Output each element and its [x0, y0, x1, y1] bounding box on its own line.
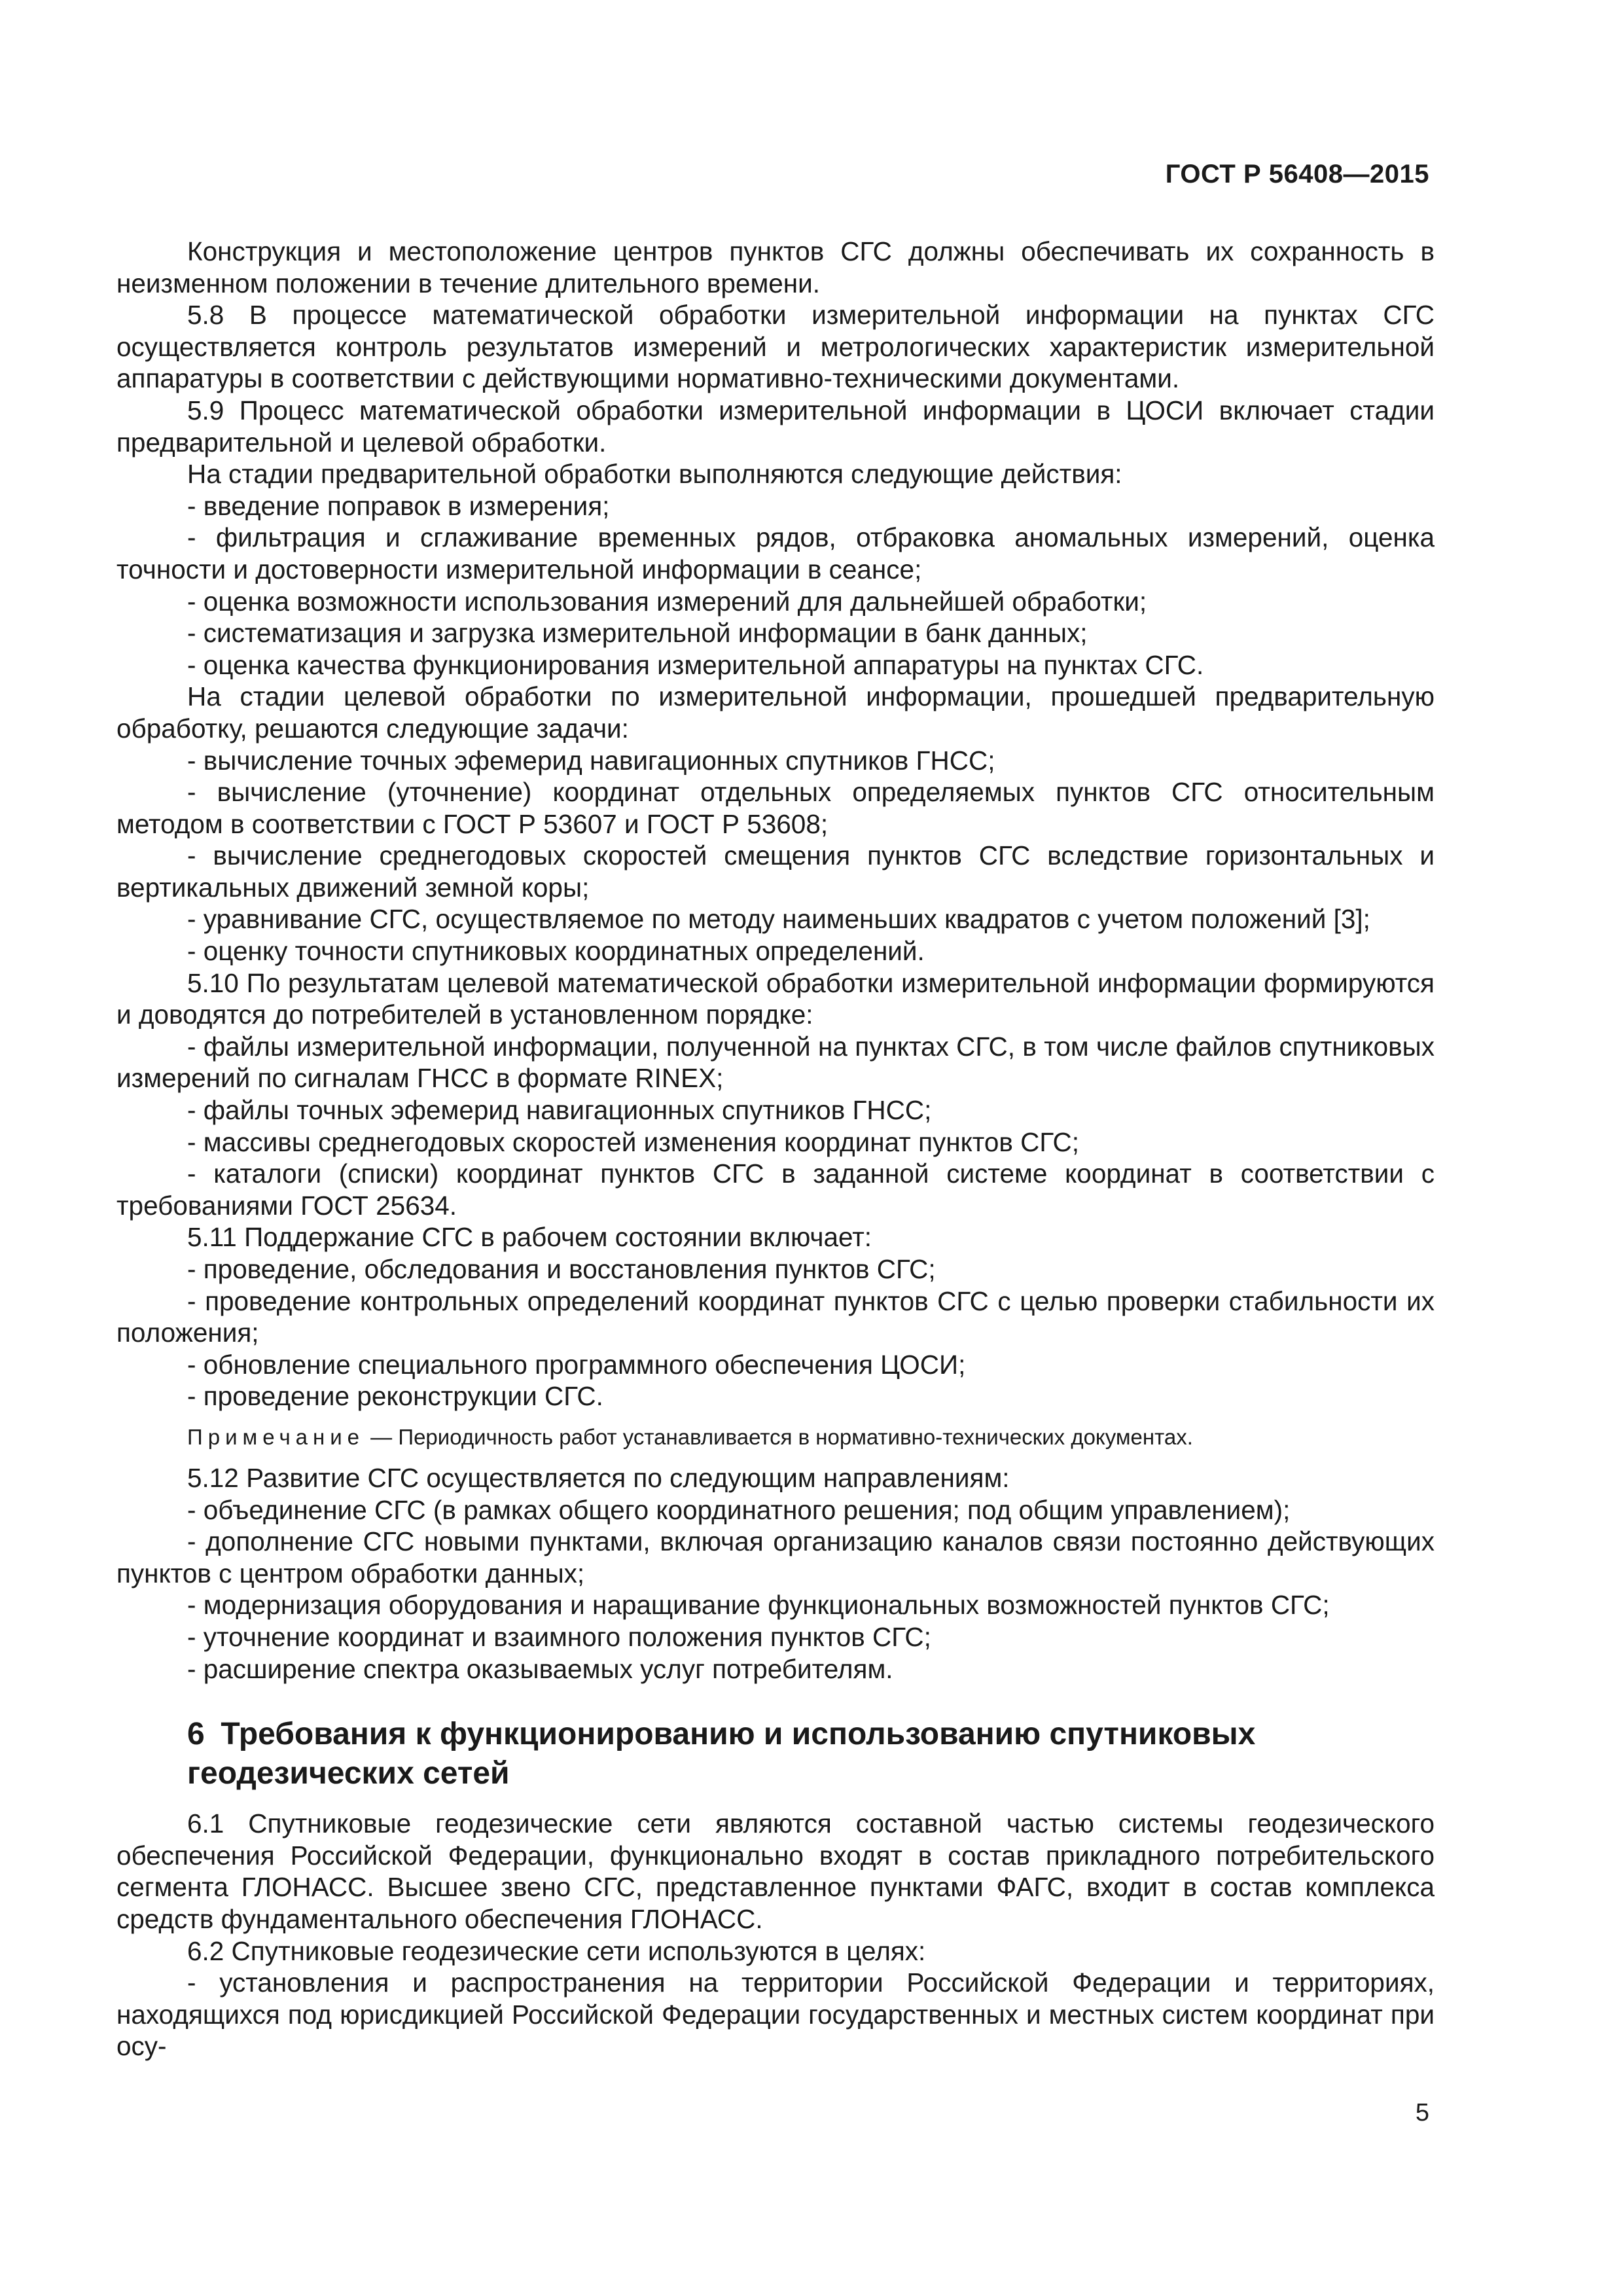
- paragraph: - файлы измерительной информации, полученной на пунктах СГС, в том числе файлов спутниковых измерений по сигналам ГНСС в формате RINEX;: [116, 1031, 1435, 1094]
- paragraph: 5.12 Развитие СГС осуществляется по следующим направлениям:: [187, 1462, 1010, 1493]
- paragraph: Конструкция и местоположение центров пунктов СГС должны обеспечивать их сохранность в неизменном положении в течение длительного времени.: [116, 236, 1435, 298]
- paragraph: - оценку точности спутниковых координатных определений.: [187, 936, 925, 967]
- paragraph: - обновление специального программного обеспечения ЦОСИ;: [187, 1349, 966, 1380]
- section5-continued: [116, 236, 1435, 1412]
- note-label: Примечание: [187, 1424, 365, 1449]
- paragraph: - оценка качества функционирования измерительной аппаратуры на пунктах СГС.: [187, 649, 1204, 680]
- paragraph: - файлы точных эфемерид навигационных спутников ГНСС;: [187, 1095, 932, 1126]
- paragraph: 6.2 Спутниковые геодезические сети используются в целях:: [187, 1935, 926, 1966]
- paragraph: - установления и распространения на территории Российской Федерации и территориях, находящихся под юрисдикцией Российской Федерации государственных и местных систем координат при осу-: [116, 1967, 1435, 2062]
- paragraph: - проведение, обследования и восстановления пунктов СГС;: [187, 1254, 936, 1284]
- paragraph: 5.8 В процессе математической обработки измерительной информации на пунктах СГС осуществляется контроль результатов измерений и метрологических характеристик измерительной аппаратуры в соответствии с действующими нормативно-техническими документами.: [116, 300, 1435, 394]
- paragraph: - массивы среднегодовых скоростей изменения координат пунктов СГС;: [187, 1126, 1080, 1157]
- paragraph: - фильтрация и сглаживание временных рядов, отбраковка аномальных измерений, оценка точности и достоверности измерительной информации в сеансе;: [116, 522, 1435, 584]
- paragraph: - уравнивание СГС, осуществляемое по методу наименьших квадратов с учетом положений [3];: [187, 904, 1370, 935]
- paragraph: - вычисление точных эфемерид навигационных спутников ГНСС;: [187, 745, 995, 776]
- page-body: [116, 236, 1435, 2062]
- paragraph: - вычисление (уточнение) координат отдельных определяемых пунктов СГС относительным методом в соответствии с ГОСТ Р 53607 и ГОСТ Р 53608;: [116, 777, 1435, 839]
- note-text: — Периодичность работ устанавливается в нормативно-технических документах.: [365, 1424, 1193, 1449]
- paragraph: - проведение контрольных определений координат пунктов СГС с целью проверки стабильности их положения;: [116, 1285, 1435, 1348]
- paragraph: 6.1 Спутниковые геодезические сети являются составной частью системы геодезического обеспечения Российской Федерации, функционально входят в состав прикладного потребительского сегмента ГЛОНАСС. Высшее звено СГС, представленное пунктами ФАГС, входит в состав комплекса средств фундаментального обеспечения ГЛОНАСС.: [116, 1808, 1435, 1934]
- paragraph: - дополнение СГС новыми пунктами, включая организацию каналов связи постоянно действующих пунктов с центром обработки данных;: [116, 1526, 1435, 1588]
- section6-body: [116, 1808, 1435, 2062]
- section-title: Требования к функционированию и использованию спутниковых геодезических сетей: [187, 1717, 1256, 1791]
- paragraph: - систематизация и загрузка измерительной информации в банк данных;: [187, 618, 1088, 649]
- paragraph: - вычисление среднегодовых скоростей смещения пунктов СГС вследствие горизонтальных и вертикальных движений земной коры;: [116, 840, 1435, 903]
- paragraph: 5.9 Процесс математической обработки измерительной информации в ЦОСИ включает стадии предварительной и целевой обработки.: [116, 395, 1435, 457]
- section5-12: [116, 1462, 1435, 1685]
- paragraph: 5.10 По результатам целевой математической обработки измерительной информации формируются и доводятся до потребителей в установленном порядке:: [116, 967, 1435, 1030]
- paragraph: - объединение СГС (в рамках общего координатного решения; под общим управлением);: [187, 1494, 1291, 1525]
- paragraph: На стадии целевой обработки по измерительной информации, прошедшей предварительную обработку, решаются следующие задачи:: [116, 681, 1435, 744]
- paragraph: - оценка возможности использования измерений для дальнейшей обработки;: [187, 586, 1147, 617]
- document-code: ГОСТ Р 56408—2015: [1165, 160, 1429, 188]
- paragraph: - модернизация оборудования и наращивание функциональных возможностей пунктов СГС;: [187, 1590, 1330, 1621]
- paragraph: - введение поправок в измерения;: [187, 490, 610, 521]
- section-number: 6: [187, 1717, 205, 1752]
- section-heading: [116, 1715, 1435, 1793]
- paragraph: - расширение спектра оказываемых услуг потребителям.: [187, 1653, 893, 1684]
- paragraph: На стадии предварительной обработки выполняются следующие действия:: [187, 459, 1122, 490]
- paragraph: - проведение реконструкции СГС.: [187, 1381, 603, 1412]
- paragraph: 5.11 Поддержание СГС в рабочем состоянии включает:: [187, 1222, 872, 1253]
- page-number: 5: [1415, 2099, 1429, 2126]
- note: [116, 1424, 1435, 1450]
- paragraph: - уточнение координат и взаимного положения пунктов СГС;: [187, 1621, 931, 1652]
- paragraph: - каталоги (списки) координат пунктов СГС в заданной системе координат в соответствии с требованиями ГОСТ 25634.: [116, 1158, 1435, 1221]
